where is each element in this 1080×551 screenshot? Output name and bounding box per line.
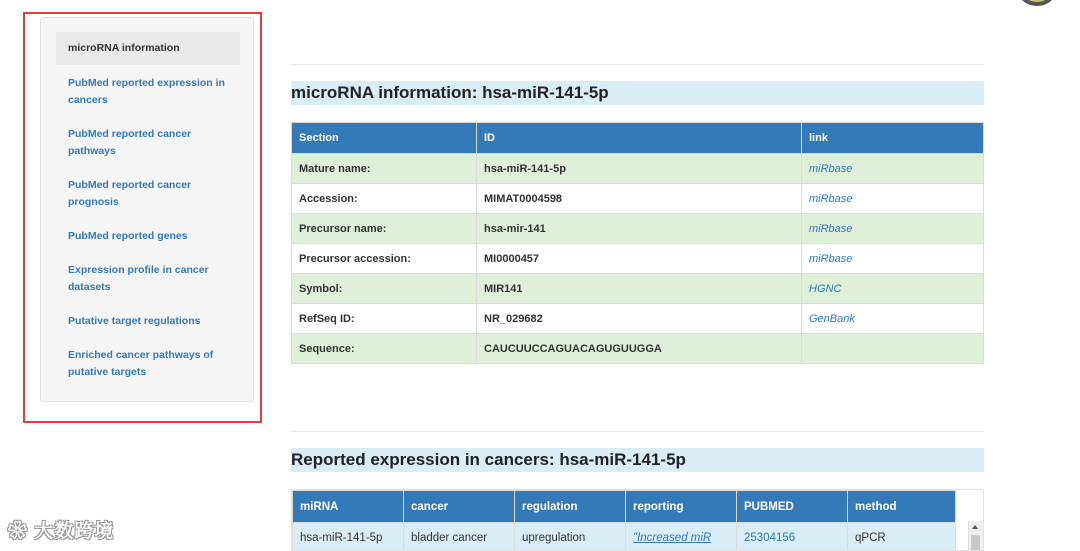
row-link-genbank[interactable]: GenBank xyxy=(802,304,984,334)
cell-pubmed-link[interactable]: 25304156 xyxy=(737,523,848,551)
row-link-mirbase[interactable]: miRbase xyxy=(802,214,984,244)
row-id: MI0000457 xyxy=(477,244,802,274)
table-row xyxy=(292,184,984,214)
column-header-mirna: miRNA xyxy=(293,491,404,523)
cell-mirna: hsa-miR-141-5p xyxy=(293,523,404,551)
corner-badge[interactable] xyxy=(1015,0,1059,6)
section-divider xyxy=(291,431,984,432)
cell-cancer: bladder cancer xyxy=(404,523,515,551)
column-header-reporting: reporting xyxy=(626,491,737,523)
table-header-row xyxy=(292,123,984,154)
row-section: Sequence: xyxy=(292,334,477,364)
row-id: MIMAT0004598 xyxy=(477,184,802,214)
row-section: Precursor accession: xyxy=(292,244,477,274)
sidebar-item-cancer-prognosis[interactable]: PubMed reported cancer prognosis xyxy=(68,179,192,208)
row-link-hgnc[interactable]: HGNC xyxy=(802,274,984,304)
sidebar-item-microrna-information[interactable]: microRNA information xyxy=(56,32,240,65)
row-link-mirbase[interactable]: miRbase xyxy=(802,184,984,214)
column-header-cancer: cancer xyxy=(404,491,515,523)
scroll-thumb[interactable] xyxy=(971,535,980,551)
sidebar-item-expression-profile[interactable]: Expression profile in cancer datasets xyxy=(68,264,209,293)
table-row xyxy=(292,304,984,334)
section-divider xyxy=(291,64,984,65)
column-header-pubmed: PUBMED xyxy=(737,491,848,523)
sidebar-item-reported-genes[interactable]: PubMed reported genes xyxy=(68,230,188,242)
row-id: hsa-miR-141-5p xyxy=(477,154,802,184)
watermark-logo-icon: ❀ xyxy=(8,521,35,542)
watermark xyxy=(8,516,114,543)
microrna-info-table xyxy=(291,122,984,364)
column-header-regulation: regulation xyxy=(515,491,626,523)
row-section: Accession: xyxy=(292,184,477,214)
sidebar-item-expression-in-cancers[interactable]: PubMed reported expression in cancers xyxy=(68,77,225,106)
table-row xyxy=(292,244,984,274)
row-section: RefSeq ID: xyxy=(292,304,477,334)
sidebar-item-cancer-pathways[interactable]: PubMed reported cancer pathways xyxy=(68,128,192,157)
cell-method: qPCR xyxy=(848,523,956,551)
column-header-section: Section xyxy=(292,123,477,154)
row-id: NR_029682 xyxy=(477,304,802,334)
sidebar-item-enriched-pathways[interactable]: Enriched cancer pathways of putative targets xyxy=(68,349,214,378)
row-link-mirbase[interactable]: miRbase xyxy=(802,154,984,184)
watermark-text: 大数跨境 xyxy=(34,521,115,542)
table-row xyxy=(292,154,984,184)
table-row xyxy=(293,523,956,551)
table-row xyxy=(292,274,984,304)
row-link-mirbase[interactable]: miRbase xyxy=(802,244,984,274)
row-section: Symbol: xyxy=(292,274,477,304)
scroll-up-arrow-icon[interactable] xyxy=(972,525,978,529)
sidebar-item-target-regulations[interactable]: Putative target regulations xyxy=(68,315,201,327)
table-row xyxy=(292,214,984,244)
column-header-method: method xyxy=(848,491,956,523)
column-header-link: link xyxy=(802,123,984,154)
sidebar-nav xyxy=(40,17,254,402)
cell-regulation: upregulation xyxy=(515,523,626,551)
row-id: CAUCUUCCAGUACAGUGUUGGA xyxy=(477,334,802,364)
cell-reporting-link[interactable]: "Increased miR xyxy=(626,523,737,551)
expression-table-container[interactable] xyxy=(291,489,984,551)
row-section: Mature name: xyxy=(292,154,477,184)
row-id: MIR141 xyxy=(477,274,802,304)
row-section: Precursor name: xyxy=(292,214,477,244)
row-id: hsa-mir-141 xyxy=(477,214,802,244)
table-header-row xyxy=(293,491,956,523)
row-link-empty xyxy=(802,334,984,364)
vertical-scrollbar[interactable] xyxy=(968,521,983,551)
expression-table xyxy=(292,490,956,551)
column-header-id: ID xyxy=(477,123,802,154)
expression-section-heading: Reported expression in cancers: hsa-miR-141-5p xyxy=(291,448,984,472)
info-section-heading: microRNA information: hsa-miR-141-5p xyxy=(291,81,984,105)
table-row xyxy=(292,334,984,364)
